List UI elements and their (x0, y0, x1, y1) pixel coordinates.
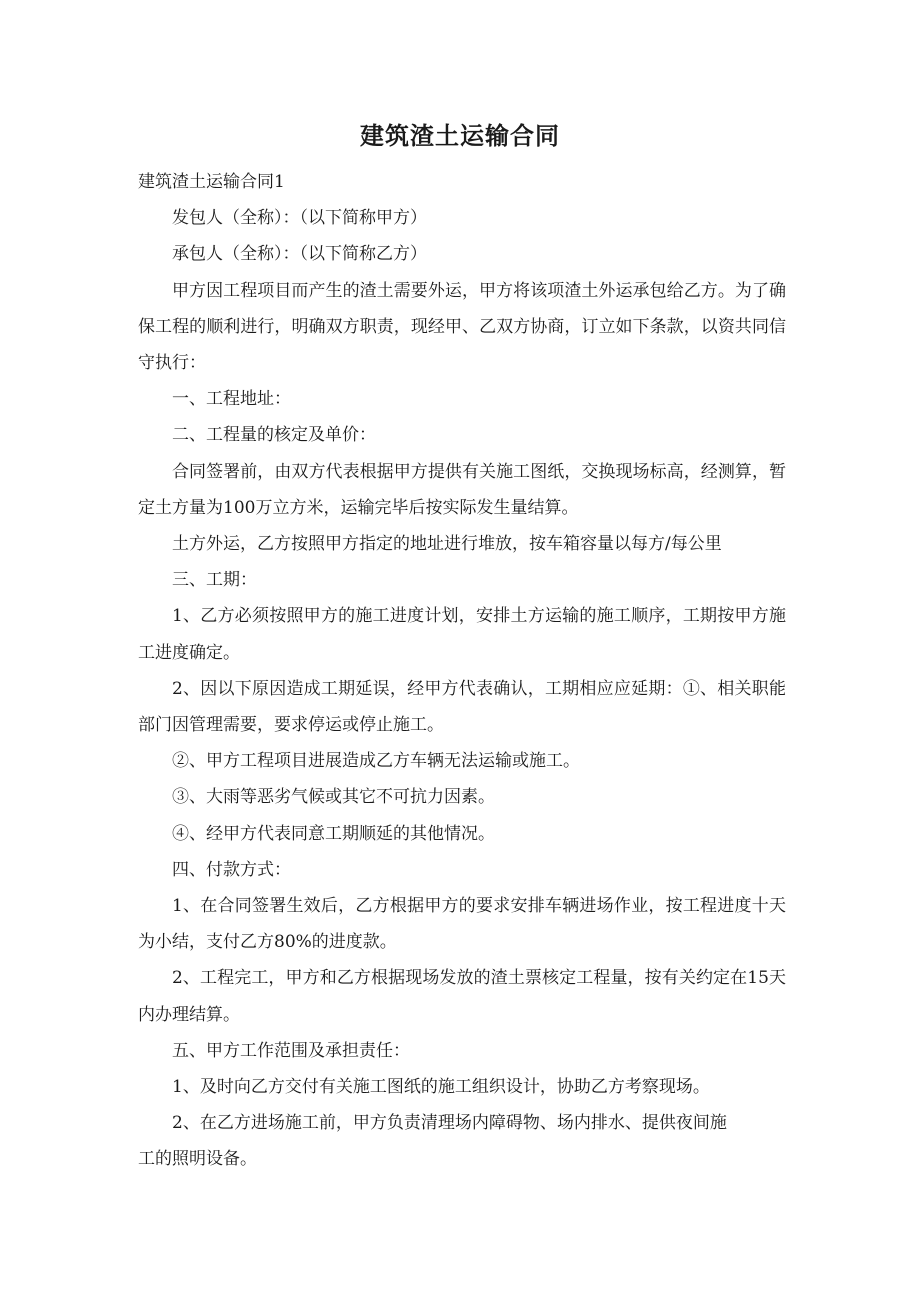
section-heading-schedule: 三、工期： (172, 570, 257, 591)
preamble-paragraph: 甲方因工程项目而产生的渣土需要外运，甲方将该项渣土外运承包给乙方。为了确保工程的顺利进行，明确双方职责，现经甲、乙双方协商，订立如下条款，以资共同信守执行： (138, 280, 786, 374)
disposal-paragraph: 土方外运，乙方按照甲方指定的地址进行堆放，按车箱容量以每方/每公里 (172, 534, 722, 555)
section-heading-payment: 四、付款方式： (172, 859, 291, 880)
delay-reason-2: ②、甲方工程项目进展造成乙方车辆无法运输或施工。 (172, 751, 580, 772)
party-a-line: 发包人（全称）：（以下简称甲方） (172, 208, 427, 229)
document-subtitle: 建筑渣土运输合同1 (138, 172, 285, 192)
schedule-clause-2: 2、因以下原因造成工期延误，经甲方代表确认，工期相应应延期：①、相关职能部门因管理需要，要求停运或停止施工。 (138, 678, 786, 736)
schedule-clause-1: 1、乙方必须按照甲方的施工进度计划，安排土方运输的施工顺序，工期按甲方施工进度确定。 (138, 606, 786, 663)
quantity-paragraph: 合同签署前，由双方代表根据甲方提供有关施工图纸，交换现场标高，经测算，暂定土方量为100万立方米，运输完毕后按实际发生量结算。 (138, 461, 786, 518)
document-title: 建筑渣土运输合同 (360, 122, 560, 150)
section-heading-party-a-duties: 五、甲方工作范围及承担责任： (172, 1040, 410, 1061)
party-a-duty-1: 1、及时向乙方交付有关施工图纸的施工组织设计，协助乙方考察现场。 (172, 1077, 710, 1098)
section-heading-quantity: 二、工程量的核定及单价： (172, 425, 376, 446)
payment-clause-2: 2、工程完工，甲方和乙方根据现场发放的渣土票核定工程量，按有关约定在15天内办理结算。 (138, 968, 786, 1025)
delay-reason-4: ④、经甲方代表同意工期顺延的其他情况。 (172, 823, 495, 844)
party-a-duty-2-continued: 工的照明设备。 (138, 1149, 257, 1170)
document-body (138, 164, 786, 1178)
payment-clause-1: 1、在合同签署生效后，乙方根据甲方的要求安排车辆进场作业，按工程进度十天为小结，支付乙方80%的进度款。 (138, 896, 786, 953)
delay-reason-3: ③、大雨等恶劣气候或其它不可抗力因素。 (172, 787, 495, 808)
section-heading-address: 一、工程地址： (172, 389, 291, 410)
party-b-line: 承包人（全称）：（以下简称乙方） (172, 244, 427, 265)
party-a-duty-2: 2、在乙方进场施工前，甲方负责清理场内障碍物、场内排水、提供夜间施 (172, 1113, 727, 1134)
